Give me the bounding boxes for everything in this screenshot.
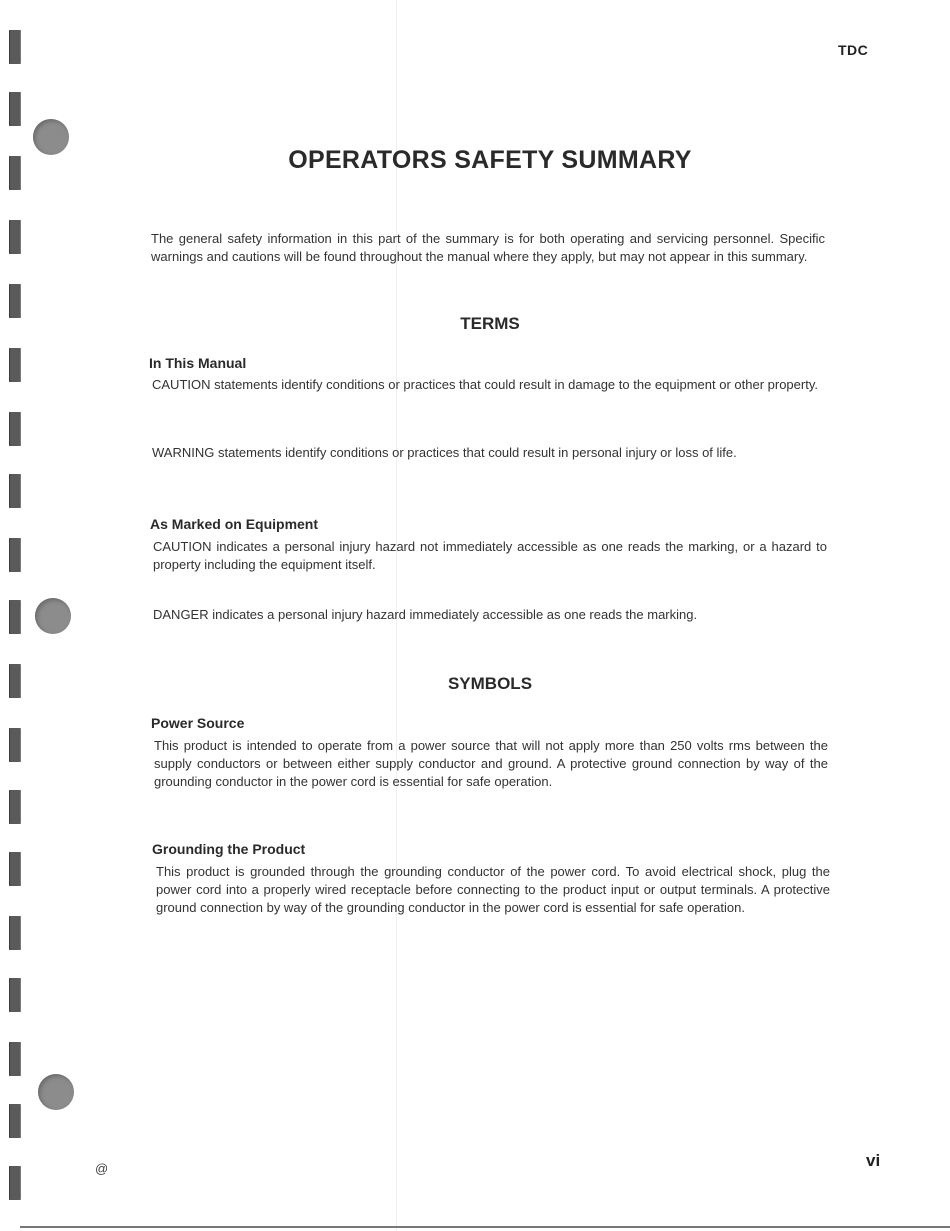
- caution-statement-paragraph: CAUTION statements identify conditions or practices that could result in damage to the equipment or other property.: [152, 377, 818, 392]
- binder-hole: [38, 1074, 74, 1110]
- power-source-paragraph: This product is intended to operate from a power source that will not apply more than 250 volts rms between the supply conductors or between either supply conductor and ground. A protective ground connection by way of the grounding conductor in the power cord is essential for safe operation.: [154, 738, 828, 789]
- binder-slot: [9, 284, 21, 318]
- binder-slot: [9, 1166, 21, 1200]
- binder-slot: [9, 664, 21, 698]
- terms-heading: TERMS: [460, 314, 520, 333]
- binder-slot: [9, 412, 21, 446]
- danger-marking-paragraph: DANGER indicates a personal injury hazard immediately accessible as one reads the marking.: [153, 607, 698, 622]
- caution-marking-paragraph: CAUTION indicates a personal injury hazard not immediately accessible as one reads the marking, or a hazard to property including the equipment itself.: [153, 539, 827, 572]
- binder-slot: [9, 728, 21, 762]
- binder-slot: [9, 852, 21, 886]
- binder-slot: [9, 1042, 21, 1076]
- page-number: vi: [866, 1151, 881, 1170]
- intro-paragraph: The general safety information in this part of the summary is for both operating and servicing personnel. Specific warnings and cautions will be found throughout the manual where they apply, but may not appear in this summary.: [151, 231, 825, 264]
- binder-slot: [9, 348, 21, 382]
- warning-statement-paragraph: WARNING statements identify conditions or practices that could result in personal injury or loss of life.: [152, 445, 737, 460]
- power-source-heading: Power Source: [151, 715, 245, 731]
- binder-slot: [9, 916, 21, 950]
- binder-slot: [9, 978, 21, 1012]
- binder-slot: [9, 790, 21, 824]
- grounding-heading: Grounding the Product: [152, 841, 306, 857]
- in-this-manual-heading: In This Manual: [149, 355, 247, 371]
- binder-slot: [9, 474, 21, 508]
- header-code: TDC: [838, 42, 869, 58]
- binder-hole: [35, 598, 71, 634]
- binder-hole: [33, 119, 69, 155]
- page-bottom-edge: [20, 1226, 950, 1228]
- symbols-heading: SYMBOLS: [447, 674, 533, 693]
- binder-slot: [9, 220, 21, 254]
- binder-slot: [9, 1104, 21, 1138]
- as-marked-heading: As Marked on Equipment: [150, 516, 319, 532]
- grounding-paragraph: This product is grounded through the grounding conductor of the power cord. To avoid electrical shock, plug the power cord into a properly wired receptacle before connecting to the product input or output terminals. A protective ground connection by way of the grounding conductor in the power cord is essential for safe operation.: [156, 864, 830, 915]
- binder-slot: [9, 156, 21, 190]
- page-title: OPERATORS SAFETY SUMMARY: [288, 146, 692, 174]
- binder-slot: [9, 600, 21, 634]
- footer-mark: @: [95, 1161, 109, 1176]
- binder-slot: [9, 30, 21, 64]
- binder-slot: [9, 538, 21, 572]
- binder-slot: [9, 92, 21, 126]
